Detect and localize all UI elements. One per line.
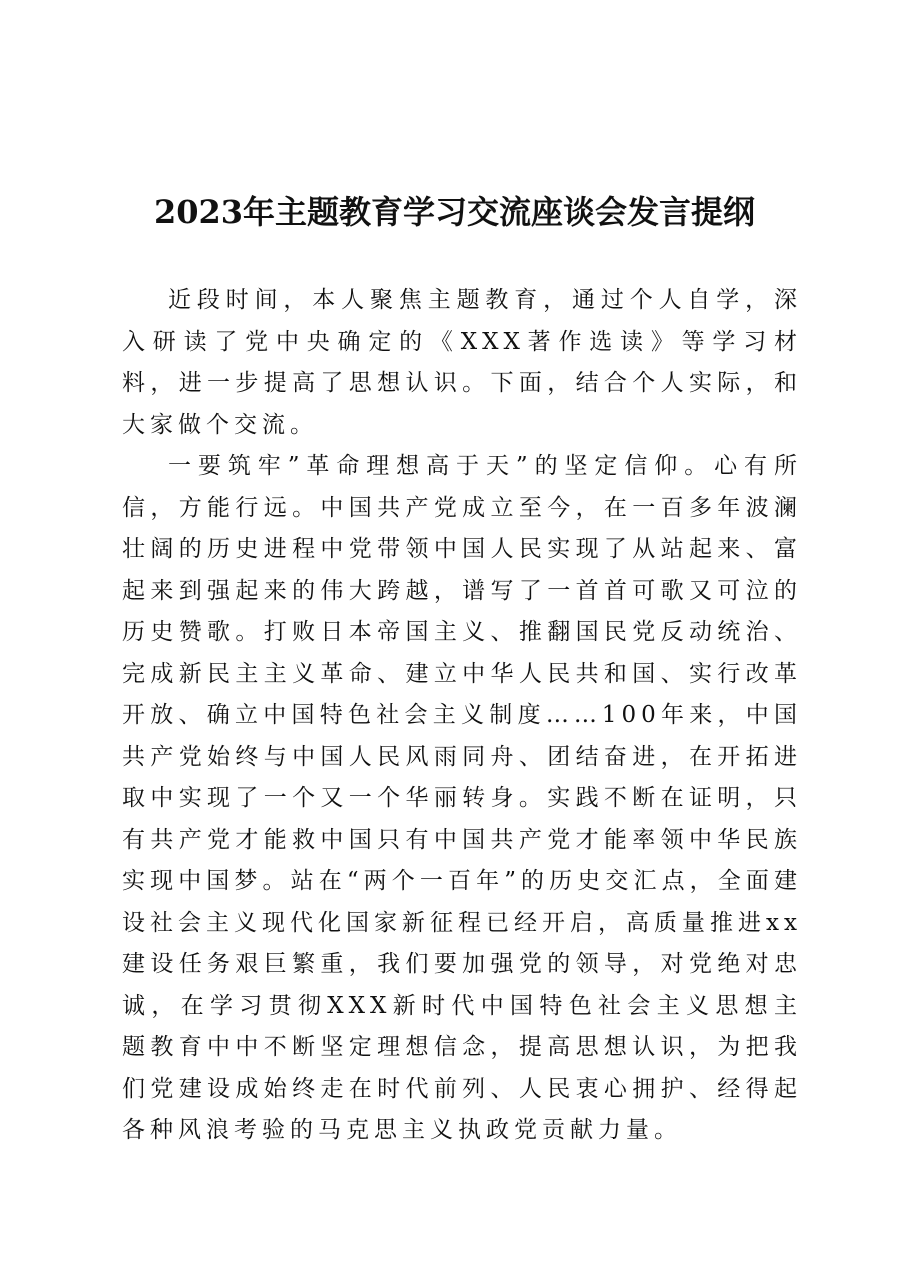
document-body — [122, 280, 802, 1152]
paragraph-intro: 近段时间，本人聚焦主题教育，通过个人自学，深入研读了党中央确定的《XXX著作选读》等学习材料，进一步提高了思想认识。下面，结合个人实际，和大家做个交流。 — [122, 287, 802, 438]
paragraph-main: 一要筑牢”革命理想高于天”的坚定信仰。心有所信，方能行远。中国共产党成立至今，在一百多年波澜壮阔的历史进程中党带领中国人民实现了从站起来、富起来到强起来的伟大跨越，谱写了一首首可歌又可泣的历史赞歌。打败日本帝国主义、推翻国民党反动统治、完成新民主主义革命、建立中华人民共和国、实行改革开放、确立中国特色社会主义制度……100年来，中国共产党始终与中国人民风雨同舟、团结奋进，在开拓进取中实现了一个又一个华丽转身。实践不断在证明，只有共产党才能救中国只有中国共产党才能率领中华民族实现中国梦。站在“两个一百年”的历史交汇点，全面建设社会主义现代化国家新征程已经开启，高质量推进xx建设任务艰巨繁重，我们要加强党的领导，对党绝对忠诚，在学习贯彻XXX新时代中国特色社会主义思想主题教育中中不断坚定理想信念，提高思想认识，为把我们党建设成始终走在时代前列、人民衷心拥护、经得起各种风浪考验的马克思主义执政党贡献力量。 — [122, 453, 802, 1143]
document-title: 2023年主题教育学习交流座谈会发言提纲 — [153, 193, 756, 231]
